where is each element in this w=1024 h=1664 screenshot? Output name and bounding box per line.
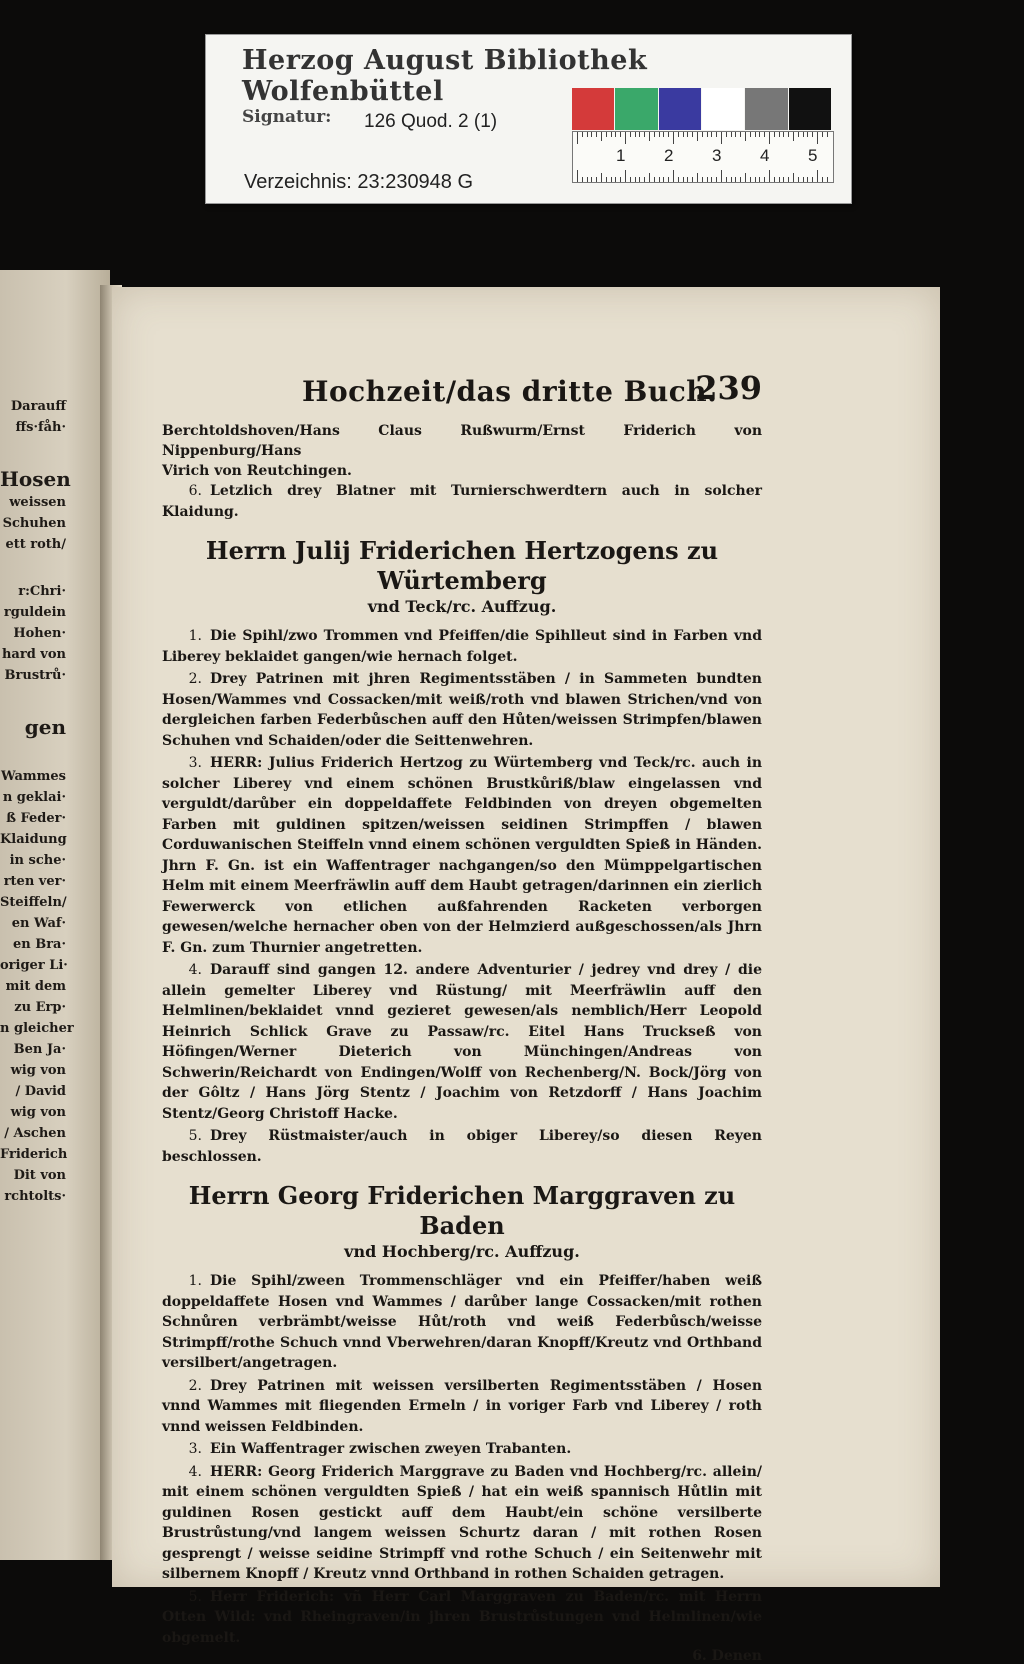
ruler-tick <box>625 132 626 144</box>
ruler-tick <box>611 132 612 137</box>
ruler-tick <box>683 132 684 137</box>
ruler-tick <box>707 177 708 182</box>
left-page-fragment: en Waf· <box>11 916 66 931</box>
ruler-tick <box>750 132 751 137</box>
ruler-tick <box>687 177 688 182</box>
ruler-tick <box>668 177 669 182</box>
color-swatch <box>615 88 657 130</box>
list-item <box>162 1126 762 1167</box>
left-page-fragment: Darauff <box>10 399 66 414</box>
ruler-tick <box>625 170 626 182</box>
ruler-tick <box>807 132 808 137</box>
ruler-tick <box>783 132 784 137</box>
ruler-tick <box>615 177 616 182</box>
item-number: 2. <box>188 671 202 687</box>
ruler-tick <box>582 177 583 182</box>
ruler-tick <box>601 132 602 141</box>
ruler-tick <box>779 177 780 182</box>
left-page-fragment: gen <box>24 715 66 739</box>
ruler-tick <box>639 177 640 182</box>
color-swatch <box>572 88 614 130</box>
ruler-tick <box>726 132 727 137</box>
section-heading-georg <box>162 1181 762 1263</box>
left-page-fragment: Ben Ja· <box>13 1042 66 1057</box>
ruler-tick <box>793 173 794 182</box>
ruler-tick <box>615 132 616 137</box>
ruler-tick <box>755 132 756 137</box>
ruler-tick <box>649 132 650 141</box>
scale-ruler <box>572 131 834 183</box>
item-text: Ein Waffentrager zwischen zweyen Trabanten. <box>210 1441 572 1457</box>
ruler-tick <box>620 132 621 137</box>
left-page-fragment: zu Erp· <box>14 1000 66 1015</box>
left-page-fragment: in sche· <box>9 853 66 868</box>
list-item <box>162 1587 762 1649</box>
list-item <box>162 753 762 958</box>
ruler-tick <box>587 132 588 137</box>
catchword: 6. Denen <box>692 1648 762 1664</box>
item-number: 4. <box>188 962 202 978</box>
list-item <box>162 1271 762 1374</box>
item-number: 3. <box>188 755 202 771</box>
left-page-fragment: / David <box>15 1084 66 1099</box>
left-page-fragment: origer Li· <box>0 958 68 973</box>
section-heading-julius <box>162 536 762 618</box>
ruler-tick <box>731 132 732 137</box>
ruler-tick <box>654 132 655 137</box>
item-number: 2. <box>188 1377 202 1394</box>
left-page-fragment: ß Feder· <box>6 811 66 826</box>
ruler-tick <box>740 132 741 137</box>
page-number: 239 <box>695 369 762 407</box>
color-swatch <box>702 88 744 130</box>
ruler-tick <box>697 132 698 141</box>
color-swatches <box>572 88 832 130</box>
ruler-tick <box>596 177 597 182</box>
ruler-number: 1 <box>616 146 626 165</box>
ruler-tick <box>683 177 684 182</box>
item-number: 5. <box>188 1128 202 1144</box>
list-item <box>162 481 762 522</box>
left-page-fragment: Hosen <box>0 467 71 491</box>
left-page-fragment: rchtolts· <box>4 1189 66 1204</box>
ruler-tick <box>759 132 760 137</box>
ruler-tick <box>827 132 828 137</box>
ruler-tick <box>783 177 784 182</box>
ruler-tick <box>788 177 789 182</box>
section-title: Herrn Georg Friderichen Marggraven zu Baden <box>188 1181 736 1240</box>
facing-page-left <box>0 270 110 1560</box>
left-page-fragment: Steiffeln/ <box>0 895 67 910</box>
library-label <box>205 34 852 204</box>
ruler-tick <box>678 177 679 182</box>
intro-line-2: Virich von Reutchingen. <box>162 463 352 479</box>
ruler-tick <box>697 173 698 182</box>
ruler-tick <box>611 177 612 182</box>
ruler-tick <box>635 132 636 137</box>
ruler-tick <box>635 177 636 182</box>
left-page-fragment: ffs·fåh· <box>15 420 66 435</box>
left-page-fragment: mit dem <box>5 979 66 994</box>
item-number: 1. <box>188 1273 202 1289</box>
ruler-tick <box>731 177 732 182</box>
left-page-fragment: Friderich <box>0 1147 68 1162</box>
left-page-fragment: hard von <box>1 647 66 662</box>
ruler-tick <box>817 132 818 144</box>
ruler-tick <box>702 132 703 137</box>
ruler-tick <box>716 177 717 182</box>
ruler-tick <box>630 177 631 182</box>
ruler-tick <box>807 177 808 182</box>
item-number: 6. <box>188 483 202 499</box>
left-page-fragment: ett roth/ <box>5 537 66 552</box>
section-subtitle: vnd Teck/rc. Auffzug. <box>367 597 557 616</box>
ruler-tick <box>596 132 597 137</box>
list-item <box>162 1462 762 1585</box>
left-page-fragment: Wammes <box>1 769 66 784</box>
ruler-tick <box>620 177 621 182</box>
ruler-tick <box>721 132 722 144</box>
ruler-tick <box>769 170 770 182</box>
section-subtitle: vnd Hochberg/rc. Auffzug. <box>344 1242 580 1261</box>
item-text: Drey Patrinen mit jhren Regimentsstäben / in Sammeten bundten Hosen/Wammes vnd Cossacken/mit weiß/roth vnd blawen Strichen/vnd von dergleichen farben Federbůschen auff den Hůten/weissen Strimpfen/blawen Schuhen vnd Schaiden/oder die Seittenwehren. <box>162 671 762 749</box>
section-georg-items <box>162 1271 762 1648</box>
left-page-fragment: Klaidung <box>0 832 67 847</box>
ruler-tick <box>707 132 708 137</box>
ruler-tick <box>591 177 592 182</box>
list-item <box>162 669 762 751</box>
ruler-tick <box>673 170 674 182</box>
left-page-fragment: Brustrů· <box>4 668 66 683</box>
ruler-tick <box>601 173 602 182</box>
list-item <box>162 1439 762 1460</box>
ruler-tick <box>606 132 607 137</box>
book-page <box>112 287 940 1664</box>
signatur-label: Signatur: <box>242 107 332 127</box>
ruler-tick <box>812 132 813 137</box>
ruler-tick <box>755 177 756 182</box>
ruler-tick <box>817 170 818 182</box>
ruler-tick <box>822 132 823 137</box>
ruler-tick <box>659 132 660 137</box>
ruler-tick <box>827 177 828 182</box>
item-number: 3. <box>188 1441 202 1457</box>
ruler-tick <box>803 177 804 182</box>
item-text: Die Spihl/zwo Trommen vnd Pfeiffen/die Spihlleut sind in Farben vnd Liberey beklaidet gangen/wie hernach folget. <box>162 628 762 665</box>
running-head <box>162 369 762 421</box>
color-swatch <box>745 88 787 130</box>
ruler-tick <box>678 132 679 137</box>
ruler-tick <box>606 177 607 182</box>
item-text: Drey Patrinen mit weissen versilberten Regimentsstäben / Hosen vnnd Wammes mit fliegenden Ermeln / in voriger Farb vnd Liberey / roth vnnd weissen Feldbinden. <box>162 1377 762 1435</box>
item-text: Letzlich drey Blatner mit Turnierschwerdtern auch in solcher Klaidung. <box>162 483 762 520</box>
ruler-tick <box>769 132 770 144</box>
ruler-number: 5 <box>808 146 818 165</box>
left-page-fragment: rten ver· <box>3 874 66 889</box>
ruler-tick <box>798 132 799 137</box>
ruler-tick <box>793 132 794 141</box>
ruler-tick <box>759 177 760 182</box>
ruler-tick <box>822 177 823 182</box>
left-page-fragment: n geklai· <box>2 790 66 805</box>
ruler-tick <box>764 177 765 182</box>
left-page-fragment: wig von <box>10 1105 66 1120</box>
ruler-tick <box>798 177 799 182</box>
section-title: Herrn Julij Friderichen Hertzogens zu Würtemberg <box>205 536 719 595</box>
ruler-tick <box>591 132 592 137</box>
ruler-tick <box>582 132 583 137</box>
ruler-tick <box>577 170 578 182</box>
left-page-fragment: / Aschen <box>4 1126 66 1141</box>
left-page-fragment: r:Chri· <box>18 584 66 599</box>
ruler-tick <box>692 132 693 137</box>
left-page-fragment: Dit von <box>13 1168 66 1183</box>
ruler-tick <box>740 177 741 182</box>
item-number: 5. <box>188 1588 202 1605</box>
section-julius-items <box>162 626 762 1167</box>
ruler-tick <box>702 177 703 182</box>
left-page-fragment: en Bra· <box>12 937 66 952</box>
item-text: Darauff sind gangen 12. andere Adventurier / jedrey vnd drey / die allein gemelter Liberey vnd Rüstung/ mit Meerfräwlin auff den Helmlinen/beklaidet vnnd gezieret gewesen/als nemblich/Herr Leopold Heinrich Schlick Grave zu Passaw/rc. Eitel Hans Truckseß von Höfingen/Werner Dieterich von Münchingen/Andreas von Schwerin/Reichardt von Endingen/Wolff von Rechenberg/N. Bock/Jörg von der Gôltz / Hans Jörg Stentz / Joachim von Retzdorff / Hans Joachim Stentz/Georg Christoff Hacke. <box>162 962 762 1122</box>
ruler-tick <box>668 132 669 137</box>
ruler-tick <box>812 177 813 182</box>
ruler-tick <box>750 177 751 182</box>
ruler-tick <box>745 173 746 182</box>
intro-line-1: Berchtoldshoven/Hans Claus Rußwurm/Ernst Friderich von Nippenburg/Hans <box>162 423 762 459</box>
signatur-value: 126 Quod. 2 (1) <box>364 111 498 132</box>
page-content <box>162 369 762 1664</box>
item-text: Herr Friderich: vñ Herr Carl Marggraven zu Baden/rc. mit Herrn Otten Wild: vnd Rheingraven/in jhren Brustrůstungen vnd Helmlinen/wie obgemelt. <box>162 1588 762 1646</box>
ruler-tick <box>692 177 693 182</box>
ruler-tick <box>659 177 660 182</box>
color-swatch <box>659 88 701 130</box>
item-number: 4. <box>188 1463 202 1480</box>
item-text: Drey Rüstmaister/auch in obiger Liberey/so diesen Reyen beschlossen. <box>162 1128 762 1165</box>
left-page-fragment: rguldein <box>3 605 66 620</box>
ruler-tick <box>663 177 664 182</box>
ruler-tick <box>735 177 736 182</box>
ruler-tick <box>644 177 645 182</box>
ruler-tick <box>639 132 640 137</box>
library-name: Herzog August Bibliothek Wolfenbüttel <box>242 45 648 107</box>
ruler-tick <box>673 132 674 144</box>
ruler-number: 4 <box>760 146 770 165</box>
ruler-number: 2 <box>664 146 674 165</box>
ruler-tick <box>774 177 775 182</box>
left-page-fragment: weissen <box>9 495 66 510</box>
verzeichnis-number: Verzeichnis: 23:230948 G <box>244 171 474 193</box>
ruler-tick <box>779 132 780 137</box>
ruler-number: 3 <box>712 146 722 165</box>
left-page-fragment: Hohen· <box>13 626 66 641</box>
ruler-tick <box>788 132 789 137</box>
ruler-tick <box>721 170 722 182</box>
ruler-tick <box>587 177 588 182</box>
color-swatch <box>789 88 831 130</box>
ruler-tick <box>803 132 804 137</box>
left-page-fragment: wig von <box>10 1063 66 1078</box>
item-text: HERR: Georg Friderich Marggrave zu Baden vnd Hochberg/rc. allein/ mit einem schönen verguldten Spieß / hat ein weiß spannisch Hůtlin mit guldinen Rosen gestickt auff dem Haubt/ein schöne versilberte Brustrůstung/vnd langem weissen Schurtz daran / mit rothen Rosen gesprengt / weisse seidine Strimpff vnd rothe Schuch / ein Seitenwehr mit silbernem Knopff / Kreutz vnnd Orthband in rothen Schaiden getragen. <box>162 1463 762 1582</box>
ruler-tick <box>649 173 650 182</box>
ruler-tick <box>774 132 775 137</box>
left-page-fragment: Schuhen <box>2 516 66 531</box>
ruler-tick <box>745 132 746 141</box>
list-item <box>162 960 762 1124</box>
left-page-fragment: n gleicher <box>0 1021 74 1036</box>
ruler-tick <box>711 177 712 182</box>
ruler-tick <box>687 132 688 137</box>
item-text: HERR: Julius Friderich Hertzog zu Würtemberg vnd Teck/rc. auch in solcher Liberey vnd einem schönen Brustkůriß/blaw eingelassen vnd verguldt/darůber ein doppeldaffete Feldbinden von dreyen obgemelten Farben mit guldinen spitzen/weissen seidinen Strimpffen / blawen Corduwanischen Steiffeln vnnd einem schönen verguldten Spieß in Händen. Jhrn F. Gn. ist ein Waffentrager nachgangen/so den Mümppelgartischen Helm mit einem Meerfräwlin auff dem Haubt getragen/darinnen ein zierlich Fewerwerck von etlichen außfahrenden Racketen verborgen gewesen/welche hernacher oben von der Helmzierd außgeschossen/als Jhrn F. Gn. zum Thurnier angetretten. <box>162 755 762 956</box>
ruler-tick <box>735 132 736 137</box>
ruler-tick <box>577 132 578 144</box>
ruler-tick <box>726 177 727 182</box>
ruler-tick <box>716 132 717 137</box>
ruler-tick <box>630 132 631 137</box>
ruler-tick <box>764 132 765 137</box>
list-item <box>162 1376 762 1438</box>
item-number: 1. <box>188 628 202 644</box>
item-text: Die Spihl/zween Trommenschläger vnd ein Pfeiffer/haben weiß doppeldaffete Hosen vnd Wammes / darůber lange Cossacken/mit rothen Schnůren verbrämbt/weisse Hůt/roth vnd weiß Federbůsch/weisse Strimpff/rothe Schuch vnnd Vberwehren/daran Knopff/Kreutz vnd Orthband versilbert/angetragen. <box>162 1273 762 1371</box>
ruler-tick <box>654 177 655 182</box>
ruler-tick <box>711 132 712 137</box>
list-item <box>162 626 762 667</box>
ruler-tick <box>663 132 664 137</box>
ruler-tick <box>644 132 645 137</box>
running-title: Hochzeit/das dritte Buch. <box>302 375 718 408</box>
